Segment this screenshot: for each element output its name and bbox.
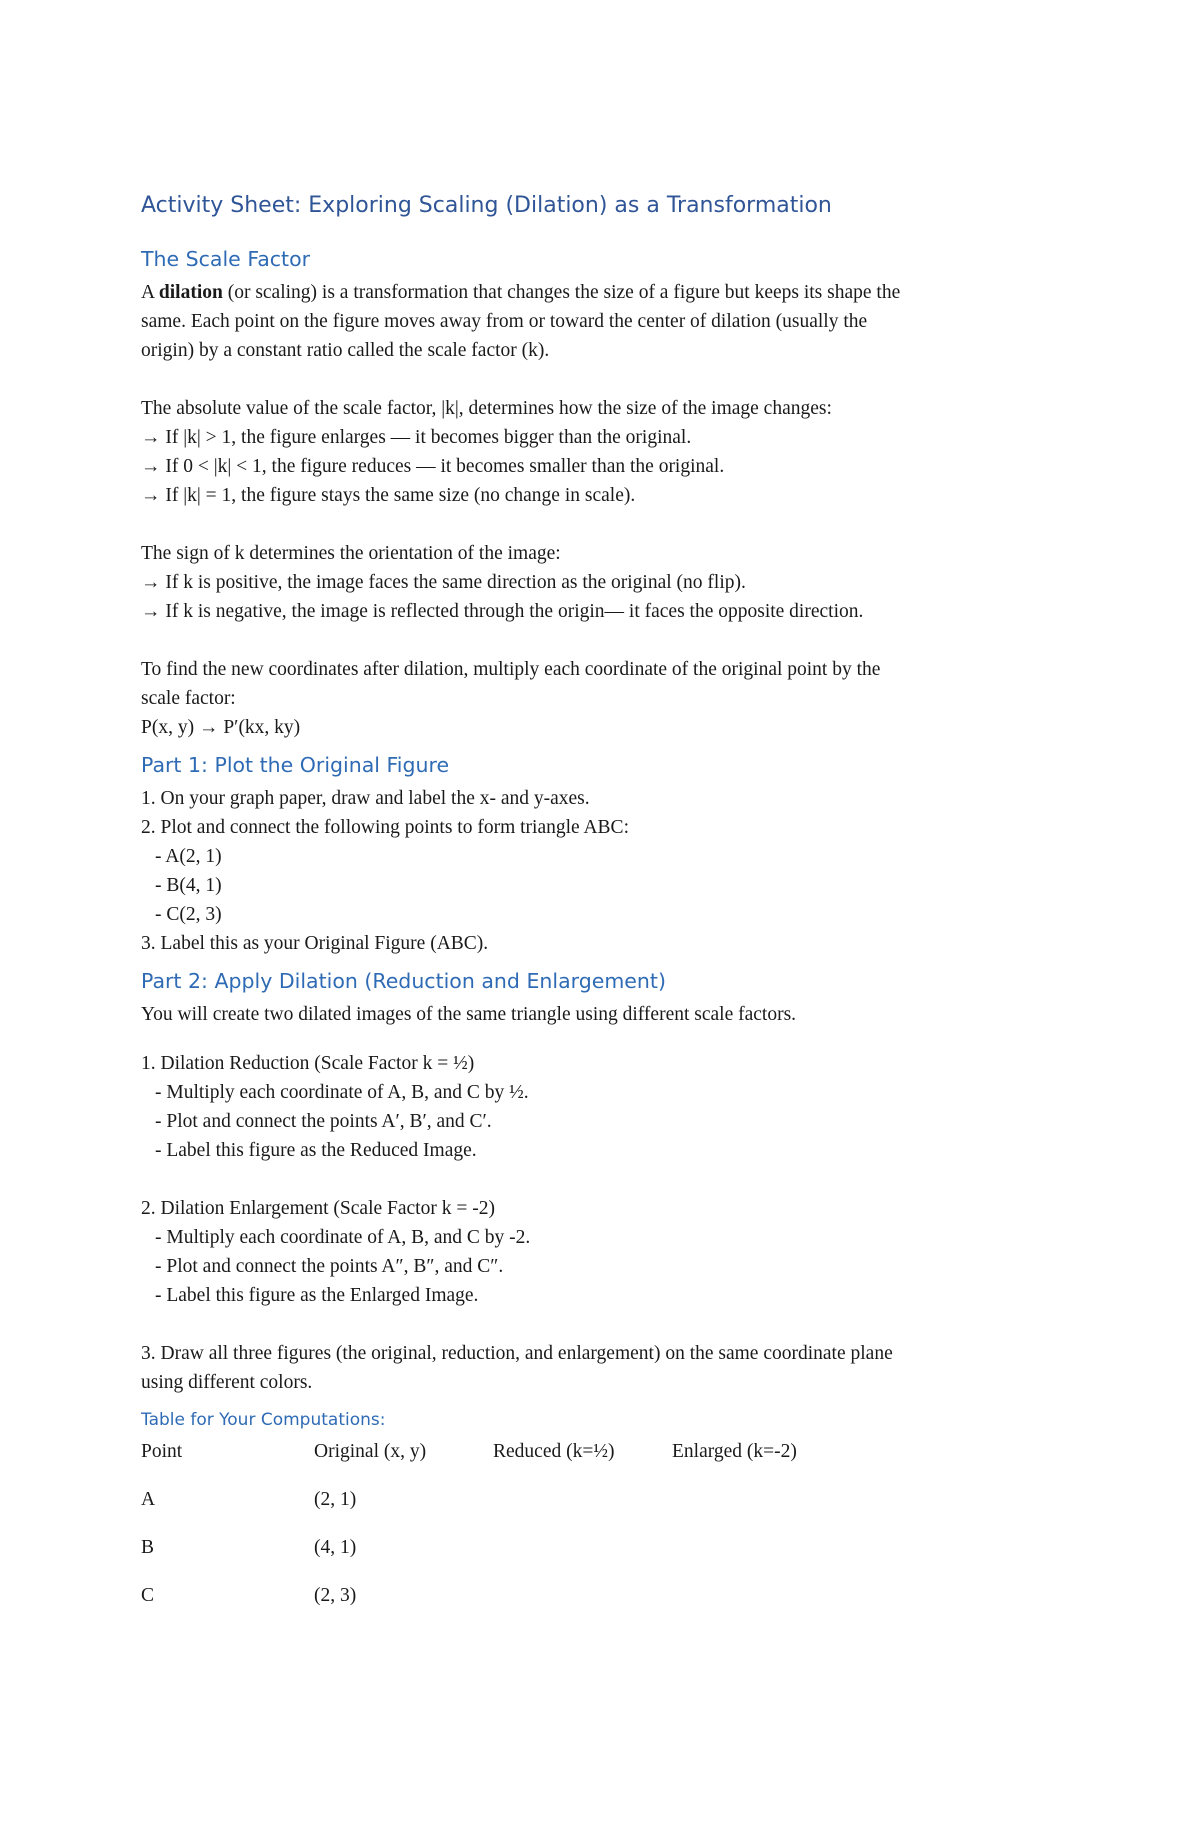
- table-header-cell: Reduced (k=½): [493, 1441, 615, 1462]
- reduction-step: - Label this figure as the Reduced Image.: [155, 1140, 477, 1161]
- absolute-value-intro: The absolute value of the scale factor, |k|, determines how the size of the image changes:: [141, 398, 832, 419]
- section-heading-part-2: Part 2: Apply Dilation (Reduction and Enlargement): [141, 969, 666, 993]
- sign-intro: The sign of k determines the orientation of the image:: [141, 543, 561, 564]
- enlargement-step: - Label this figure as the Enlarged Image.: [155, 1285, 479, 1306]
- table-cell-original: (2, 3): [314, 1585, 357, 1606]
- intro-line-1: [141, 278, 1071, 307]
- coordinate-rule-line-2: scale factor:: [141, 688, 236, 709]
- section-heading-scale-factor: The Scale Factor: [141, 247, 311, 271]
- absolute-value-item: → If |k| = 1, the figure stays the same size (no change in scale).: [141, 485, 636, 506]
- absolute-value-item: → If |k| > 1, the figure enlarges — it becomes bigger than the original.: [141, 427, 692, 448]
- table-header-cell: Enlarged (k=-2): [672, 1441, 797, 1462]
- intro-prefix: A: [141, 282, 159, 303]
- table-header-row: [141, 1437, 1071, 1466]
- table-cell-original: (2, 1): [314, 1489, 357, 1510]
- intro-line-1-rest: (or scaling) is a transformation that changes the size of a figure but keeps its shape the: [222, 282, 901, 303]
- absolute-value-item: → If 0 < |k| < 1, the figure reduces — it becomes smaller than the original.: [141, 456, 725, 477]
- intro-line-3: origin) by a constant ratio called the scale factor (k).: [141, 340, 550, 361]
- part2-step-3-line-1: 3. Draw all three figures (the original, reduction, and enlargement) on the same coordinate plane: [141, 1343, 893, 1364]
- table-header-cell: Point: [141, 1441, 183, 1462]
- part2-intro: You will create two dilated images of the same triangle using different scale factors.: [141, 1004, 797, 1025]
- part1-step-1: 1. On your graph paper, draw and label the x- and y-axes.: [141, 788, 590, 809]
- intro-bold-term: dilation: [158, 282, 223, 303]
- point-item: - A(2, 1): [155, 846, 222, 867]
- table-row: [141, 1533, 1071, 1562]
- sign-item: → If k is negative, the image is reflected through the origin— it faces the opposite direction.: [141, 601, 864, 622]
- table-cell-reduced: [493, 1533, 672, 1562]
- point-item: - C(2, 3): [155, 904, 222, 925]
- table-cell-enlarged: [672, 1533, 872, 1562]
- table-row: [141, 1581, 1071, 1610]
- table-row: [141, 1485, 1071, 1514]
- sign-item: → If k is positive, the image faces the same direction as the original (no flip).: [141, 572, 746, 593]
- table-cell-reduced: [493, 1485, 672, 1514]
- table-heading: Table for Your Computations:: [141, 1410, 386, 1430]
- computation-table: [141, 1437, 1071, 1610]
- page-title: Activity Sheet: Exploring Scaling (Dilation) as a Transformation: [141, 193, 832, 218]
- intro-line-2: same. Each point on the figure moves away from or toward the center of dilation (usually the: [141, 311, 868, 332]
- coordinate-rule-line-1: To find the new coordinates after dilation, multiply each coordinate of the original point by the: [141, 659, 881, 680]
- reduction-step: - Plot and connect the points A′, B′, and C′.: [155, 1111, 492, 1132]
- enlargement-title: 2. Dilation Enlargement (Scale Factor k = -2): [141, 1198, 495, 1219]
- activity-sheet: [141, 190, 1071, 1629]
- table-cell-point: B: [141, 1537, 155, 1558]
- table-cell-enlarged: [672, 1485, 872, 1514]
- section-heading-part-1: Part 1: Plot the Original Figure: [141, 753, 450, 777]
- table-cell-original: (4, 1): [314, 1537, 357, 1558]
- reduction-step: - Multiply each coordinate of A, B, and C by ½.: [155, 1082, 529, 1103]
- reduction-title: 1. Dilation Reduction (Scale Factor k = ½): [141, 1053, 475, 1074]
- table-cell-reduced: [493, 1581, 672, 1610]
- enlargement-step: - Plot and connect the points A″, B″, and C″.: [155, 1256, 504, 1277]
- table-cell-enlarged: [672, 1581, 872, 1610]
- table-cell-point: C: [141, 1585, 155, 1606]
- table-cell-point: A: [141, 1489, 156, 1510]
- table-header-cell: Original (x, y): [314, 1441, 427, 1462]
- dilation-formula: P(x, y) → P′(kx, ky): [141, 717, 301, 738]
- part2-step-3-line-2: using different colors.: [141, 1372, 313, 1393]
- part1-step-3: 3. Label this as your Original Figure (ABC).: [141, 933, 489, 954]
- point-item: - B(4, 1): [155, 875, 222, 896]
- part1-step-2: 2. Plot and connect the following points to form triangle ABC:: [141, 817, 629, 838]
- enlargement-step: - Multiply each coordinate of A, B, and C by -2.: [155, 1227, 531, 1248]
